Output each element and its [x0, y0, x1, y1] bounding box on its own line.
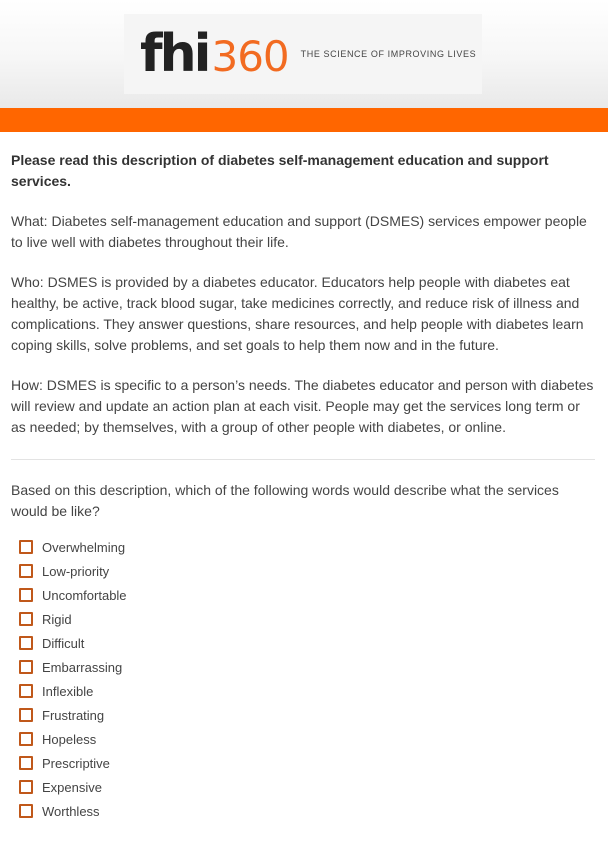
option-label: Prescriptive — [42, 755, 110, 771]
option-label: Uncomfortable — [42, 587, 127, 603]
option-embarrassing[interactable] — [19, 655, 596, 679]
option-prescriptive[interactable] — [19, 751, 596, 775]
checkbox[interactable] — [19, 588, 33, 602]
checkbox[interactable] — [19, 684, 33, 698]
survey-content — [0, 150, 608, 823]
section-divider — [11, 459, 595, 460]
option-label: Inflexible — [42, 683, 94, 699]
logo-tagline: THE SCIENCE OF IMPROVING LIVES — [300, 49, 477, 59]
checkbox[interactable] — [19, 564, 33, 578]
logo-mark — [140, 24, 289, 84]
checkbox[interactable] — [19, 780, 33, 794]
option-hopeless[interactable] — [19, 727, 596, 751]
how-paragraph: How: DSMES is specific to a person’s needs. The diabetes educator and person with diabetes will review and update an action plan at each visit. People may get the services long term or as needed; by themselves, with a group of other people with diabetes, or online. — [11, 377, 594, 435]
checkbox[interactable] — [19, 612, 33, 626]
checkbox[interactable] — [19, 660, 33, 674]
option-inflexible[interactable] — [19, 679, 596, 703]
option-label: Low-priority — [42, 563, 110, 579]
answer-options — [19, 535, 596, 823]
checkbox[interactable] — [19, 756, 33, 770]
logo-fhi-text: fhi — [140, 24, 209, 84]
option-rigid[interactable] — [19, 607, 596, 631]
option-uncomfortable[interactable] — [19, 583, 596, 607]
option-label: Difficult — [42, 635, 85, 651]
orange-accent-bar — [0, 108, 608, 132]
option-difficult[interactable] — [19, 631, 596, 655]
question-text: Based on this description, which of the following words would describe what the services would be like? — [11, 482, 559, 519]
option-label: Frustrating — [42, 707, 105, 723]
checkbox[interactable] — [19, 804, 33, 818]
option-label: Expensive — [42, 779, 102, 795]
checkbox[interactable] — [19, 540, 33, 554]
option-label: Overwhelming — [42, 539, 126, 555]
option-label: Hopeless — [42, 731, 97, 747]
intro-text: Please read this description of diabetes self-management education and support services. — [11, 152, 549, 189]
option-overwhelming[interactable] — [19, 535, 596, 559]
option-frustrating[interactable] — [19, 703, 596, 727]
option-worthless[interactable] — [19, 799, 596, 823]
header — [0, 0, 608, 108]
checkbox[interactable] — [19, 708, 33, 722]
checkbox[interactable] — [19, 636, 33, 650]
logo-360-text: 360 — [211, 32, 289, 81]
option-label: Worthless — [42, 803, 100, 819]
option-label: Rigid — [42, 611, 72, 627]
option-label: Embarrassing — [42, 659, 123, 675]
option-low-priority[interactable] — [19, 559, 596, 583]
who-paragraph: Who: DSMES is provided by a diabetes educator. Educators help people with diabetes eat healthy, be active, track blood sugar, take medicines correctly, and reduce risk of illness and complications. They answer questions, share resources, and help people with diabetes learn coping skills, solve problems, and set goals to help them now and in the future. — [11, 274, 584, 353]
what-paragraph: What: Diabetes self-management education and support (DSMES) services empower people to live well with diabetes throughout their life. — [11, 213, 587, 250]
checkbox[interactable] — [19, 732, 33, 746]
fhi360-logo — [124, 14, 482, 94]
option-expensive[interactable] — [19, 775, 596, 799]
